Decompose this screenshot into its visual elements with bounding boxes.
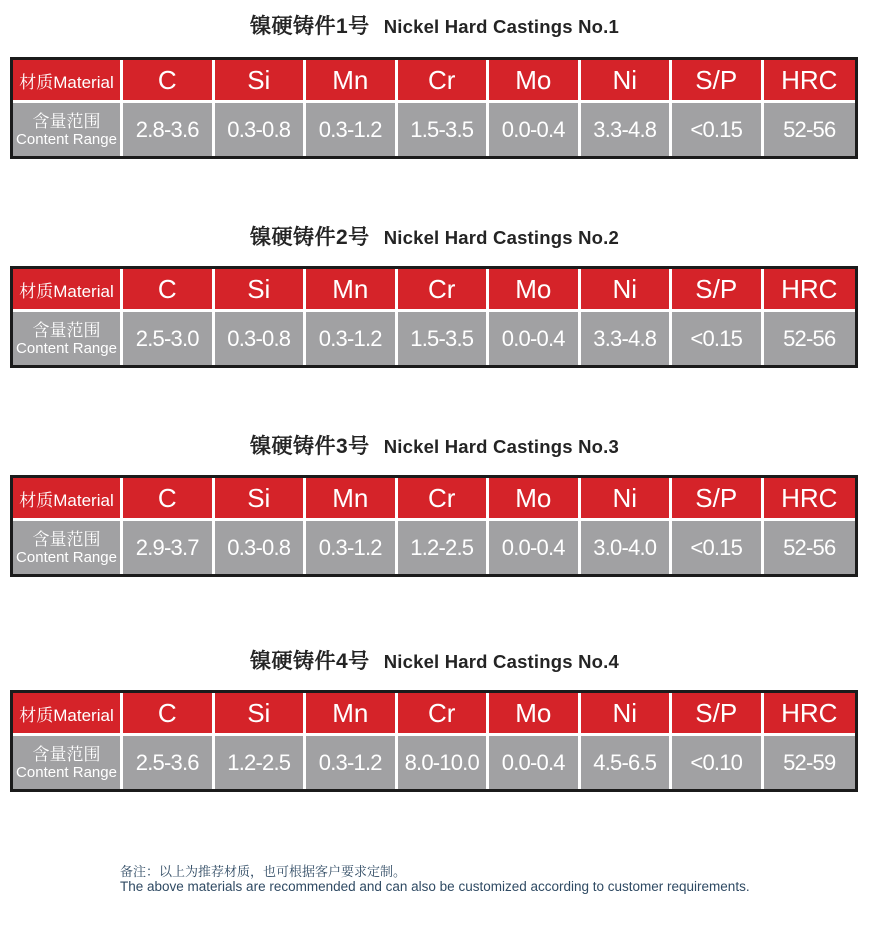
column-header-sp: S/P bbox=[672, 478, 764, 521]
column-header-hrc: HRC bbox=[764, 60, 856, 103]
spec-table-4 bbox=[10, 690, 858, 792]
content-range-label-en: Content Range bbox=[16, 548, 117, 566]
section-title-en: Nickel Hard Castings No.2 bbox=[383, 227, 619, 248]
value-cell-hrc: 52-56 bbox=[764, 103, 856, 156]
content-range-label-en: Content Range bbox=[16, 130, 117, 148]
footnote-line-zh: 备注：以上为推荐材质，也可根据客户要求定制。 bbox=[120, 864, 407, 879]
column-header-ni: Ni bbox=[581, 269, 673, 312]
header-row bbox=[13, 60, 855, 103]
value-cell-si: 1.2-2.5 bbox=[215, 736, 307, 789]
column-header-sp: S/P bbox=[672, 693, 764, 736]
content-range-row bbox=[13, 312, 855, 365]
section-title-en: Nickel Hard Castings No.1 bbox=[383, 16, 619, 37]
column-header-hrc: HRC bbox=[764, 693, 856, 736]
casting-section-4 bbox=[0, 647, 869, 792]
section-title-zh: 镍硬铸件2号 bbox=[250, 226, 370, 249]
section-title-zh: 镍硬铸件1号 bbox=[250, 15, 370, 38]
section-title bbox=[0, 223, 869, 253]
column-header-cr: Cr bbox=[398, 269, 490, 312]
value-cell-si: 0.3-0.8 bbox=[215, 103, 307, 156]
content-range-label-zh: 含量范围 bbox=[32, 744, 101, 764]
column-header-sp: S/P bbox=[672, 269, 764, 312]
section-title-zh: 镍硬铸件4号 bbox=[250, 650, 370, 673]
material-header-cell: 材质Material bbox=[13, 478, 123, 521]
content-range-label-cell bbox=[13, 521, 123, 574]
value-cell-ni: 3.3-4.8 bbox=[581, 312, 673, 365]
value-cell-si: 0.3-0.8 bbox=[215, 521, 307, 574]
value-cell-c: 2.5-3.0 bbox=[123, 312, 215, 365]
content-range-label-zh: 含量范围 bbox=[32, 529, 101, 549]
column-header-mn: Mn bbox=[306, 60, 398, 103]
content-range-label-cell bbox=[13, 103, 123, 156]
value-cell-mo: 0.0-0.4 bbox=[489, 521, 581, 574]
header-row bbox=[13, 478, 855, 521]
value-cell-ni: 3.0-4.0 bbox=[581, 521, 673, 574]
column-header-mn: Mn bbox=[306, 693, 398, 736]
column-header-mo: Mo bbox=[489, 693, 581, 736]
value-cell-sp: <0.15 bbox=[672, 521, 764, 574]
header-row bbox=[13, 693, 855, 736]
casting-section-3 bbox=[0, 432, 869, 577]
value-cell-mo: 0.0-0.4 bbox=[489, 103, 581, 156]
spec-table-2 bbox=[10, 266, 858, 368]
column-header-hrc: HRC bbox=[764, 478, 856, 521]
value-cell-c: 2.9-3.7 bbox=[123, 521, 215, 574]
column-header-si: Si bbox=[215, 478, 307, 521]
column-header-c: C bbox=[123, 269, 215, 312]
column-header-c: C bbox=[123, 60, 215, 103]
column-header-mo: Mo bbox=[489, 478, 581, 521]
spec-table-1 bbox=[10, 57, 858, 159]
column-header-c: C bbox=[123, 478, 215, 521]
content-range-label-cell bbox=[13, 312, 123, 365]
content-range-label-zh: 含量范围 bbox=[32, 111, 101, 131]
content-range-label-en: Content Range bbox=[16, 339, 117, 357]
content-range-label-cell bbox=[13, 736, 123, 789]
value-cell-c: 2.5-3.6 bbox=[123, 736, 215, 789]
column-header-cr: Cr bbox=[398, 693, 490, 736]
value-cell-c: 2.8-3.6 bbox=[123, 103, 215, 156]
column-header-si: Si bbox=[215, 693, 307, 736]
value-cell-mn: 0.3-1.2 bbox=[306, 103, 398, 156]
column-header-ni: Ni bbox=[581, 693, 673, 736]
content-range-label-en: Content Range bbox=[16, 763, 117, 781]
content-range-row bbox=[13, 521, 855, 574]
content-range-label-zh: 含量范围 bbox=[32, 320, 101, 340]
value-cell-cr: 1.5-3.5 bbox=[398, 312, 490, 365]
section-title bbox=[0, 647, 869, 677]
value-cell-cr: 1.5-3.5 bbox=[398, 103, 490, 156]
column-header-si: Si bbox=[215, 269, 307, 312]
value-cell-mn: 0.3-1.2 bbox=[306, 736, 398, 789]
column-header-si: Si bbox=[215, 60, 307, 103]
column-header-mn: Mn bbox=[306, 269, 398, 312]
value-cell-sp: <0.15 bbox=[672, 312, 764, 365]
value-cell-ni: 3.3-4.8 bbox=[581, 103, 673, 156]
value-cell-si: 0.3-0.8 bbox=[215, 312, 307, 365]
value-cell-ni: 4.5-6.5 bbox=[581, 736, 673, 789]
value-cell-sp: <0.10 bbox=[672, 736, 764, 789]
value-cell-hrc: 52-56 bbox=[764, 521, 856, 574]
value-cell-cr: 8.0-10.0 bbox=[398, 736, 490, 789]
casting-section-1 bbox=[0, 12, 869, 159]
column-header-cr: Cr bbox=[398, 478, 490, 521]
footnote-line-en: The above materials are recommended and can also be customized according to customer requirements. bbox=[120, 879, 750, 894]
section-title bbox=[0, 12, 869, 42]
section-title-zh: 镍硬铸件3号 bbox=[250, 435, 370, 458]
footnote bbox=[120, 864, 869, 895]
material-header-cell: 材质Material bbox=[13, 60, 123, 103]
column-header-mn: Mn bbox=[306, 478, 398, 521]
section-title-en: Nickel Hard Castings No.4 bbox=[383, 651, 619, 672]
value-cell-sp: <0.15 bbox=[672, 103, 764, 156]
column-header-sp: S/P bbox=[672, 60, 764, 103]
column-header-ni: Ni bbox=[581, 60, 673, 103]
material-header-cell: 材质Material bbox=[13, 269, 123, 312]
header-row bbox=[13, 269, 855, 312]
value-cell-mn: 0.3-1.2 bbox=[306, 521, 398, 574]
content-range-row bbox=[13, 736, 855, 789]
value-cell-cr: 1.2-2.5 bbox=[398, 521, 490, 574]
value-cell-mo: 0.0-0.4 bbox=[489, 736, 581, 789]
column-header-mo: Mo bbox=[489, 60, 581, 103]
column-header-mo: Mo bbox=[489, 269, 581, 312]
column-header-c: C bbox=[123, 693, 215, 736]
column-header-hrc: HRC bbox=[764, 269, 856, 312]
content-range-row bbox=[13, 103, 855, 156]
column-header-ni: Ni bbox=[581, 478, 673, 521]
column-header-cr: Cr bbox=[398, 60, 490, 103]
value-cell-hrc: 52-56 bbox=[764, 312, 856, 365]
material-header-cell: 材质Material bbox=[13, 693, 123, 736]
spec-table-3 bbox=[10, 475, 858, 577]
value-cell-mn: 0.3-1.2 bbox=[306, 312, 398, 365]
section-title bbox=[0, 432, 869, 462]
casting-section-2 bbox=[0, 223, 869, 368]
section-title-en: Nickel Hard Castings No.3 bbox=[383, 436, 619, 457]
value-cell-hrc: 52-59 bbox=[764, 736, 856, 789]
value-cell-mo: 0.0-0.4 bbox=[489, 312, 581, 365]
